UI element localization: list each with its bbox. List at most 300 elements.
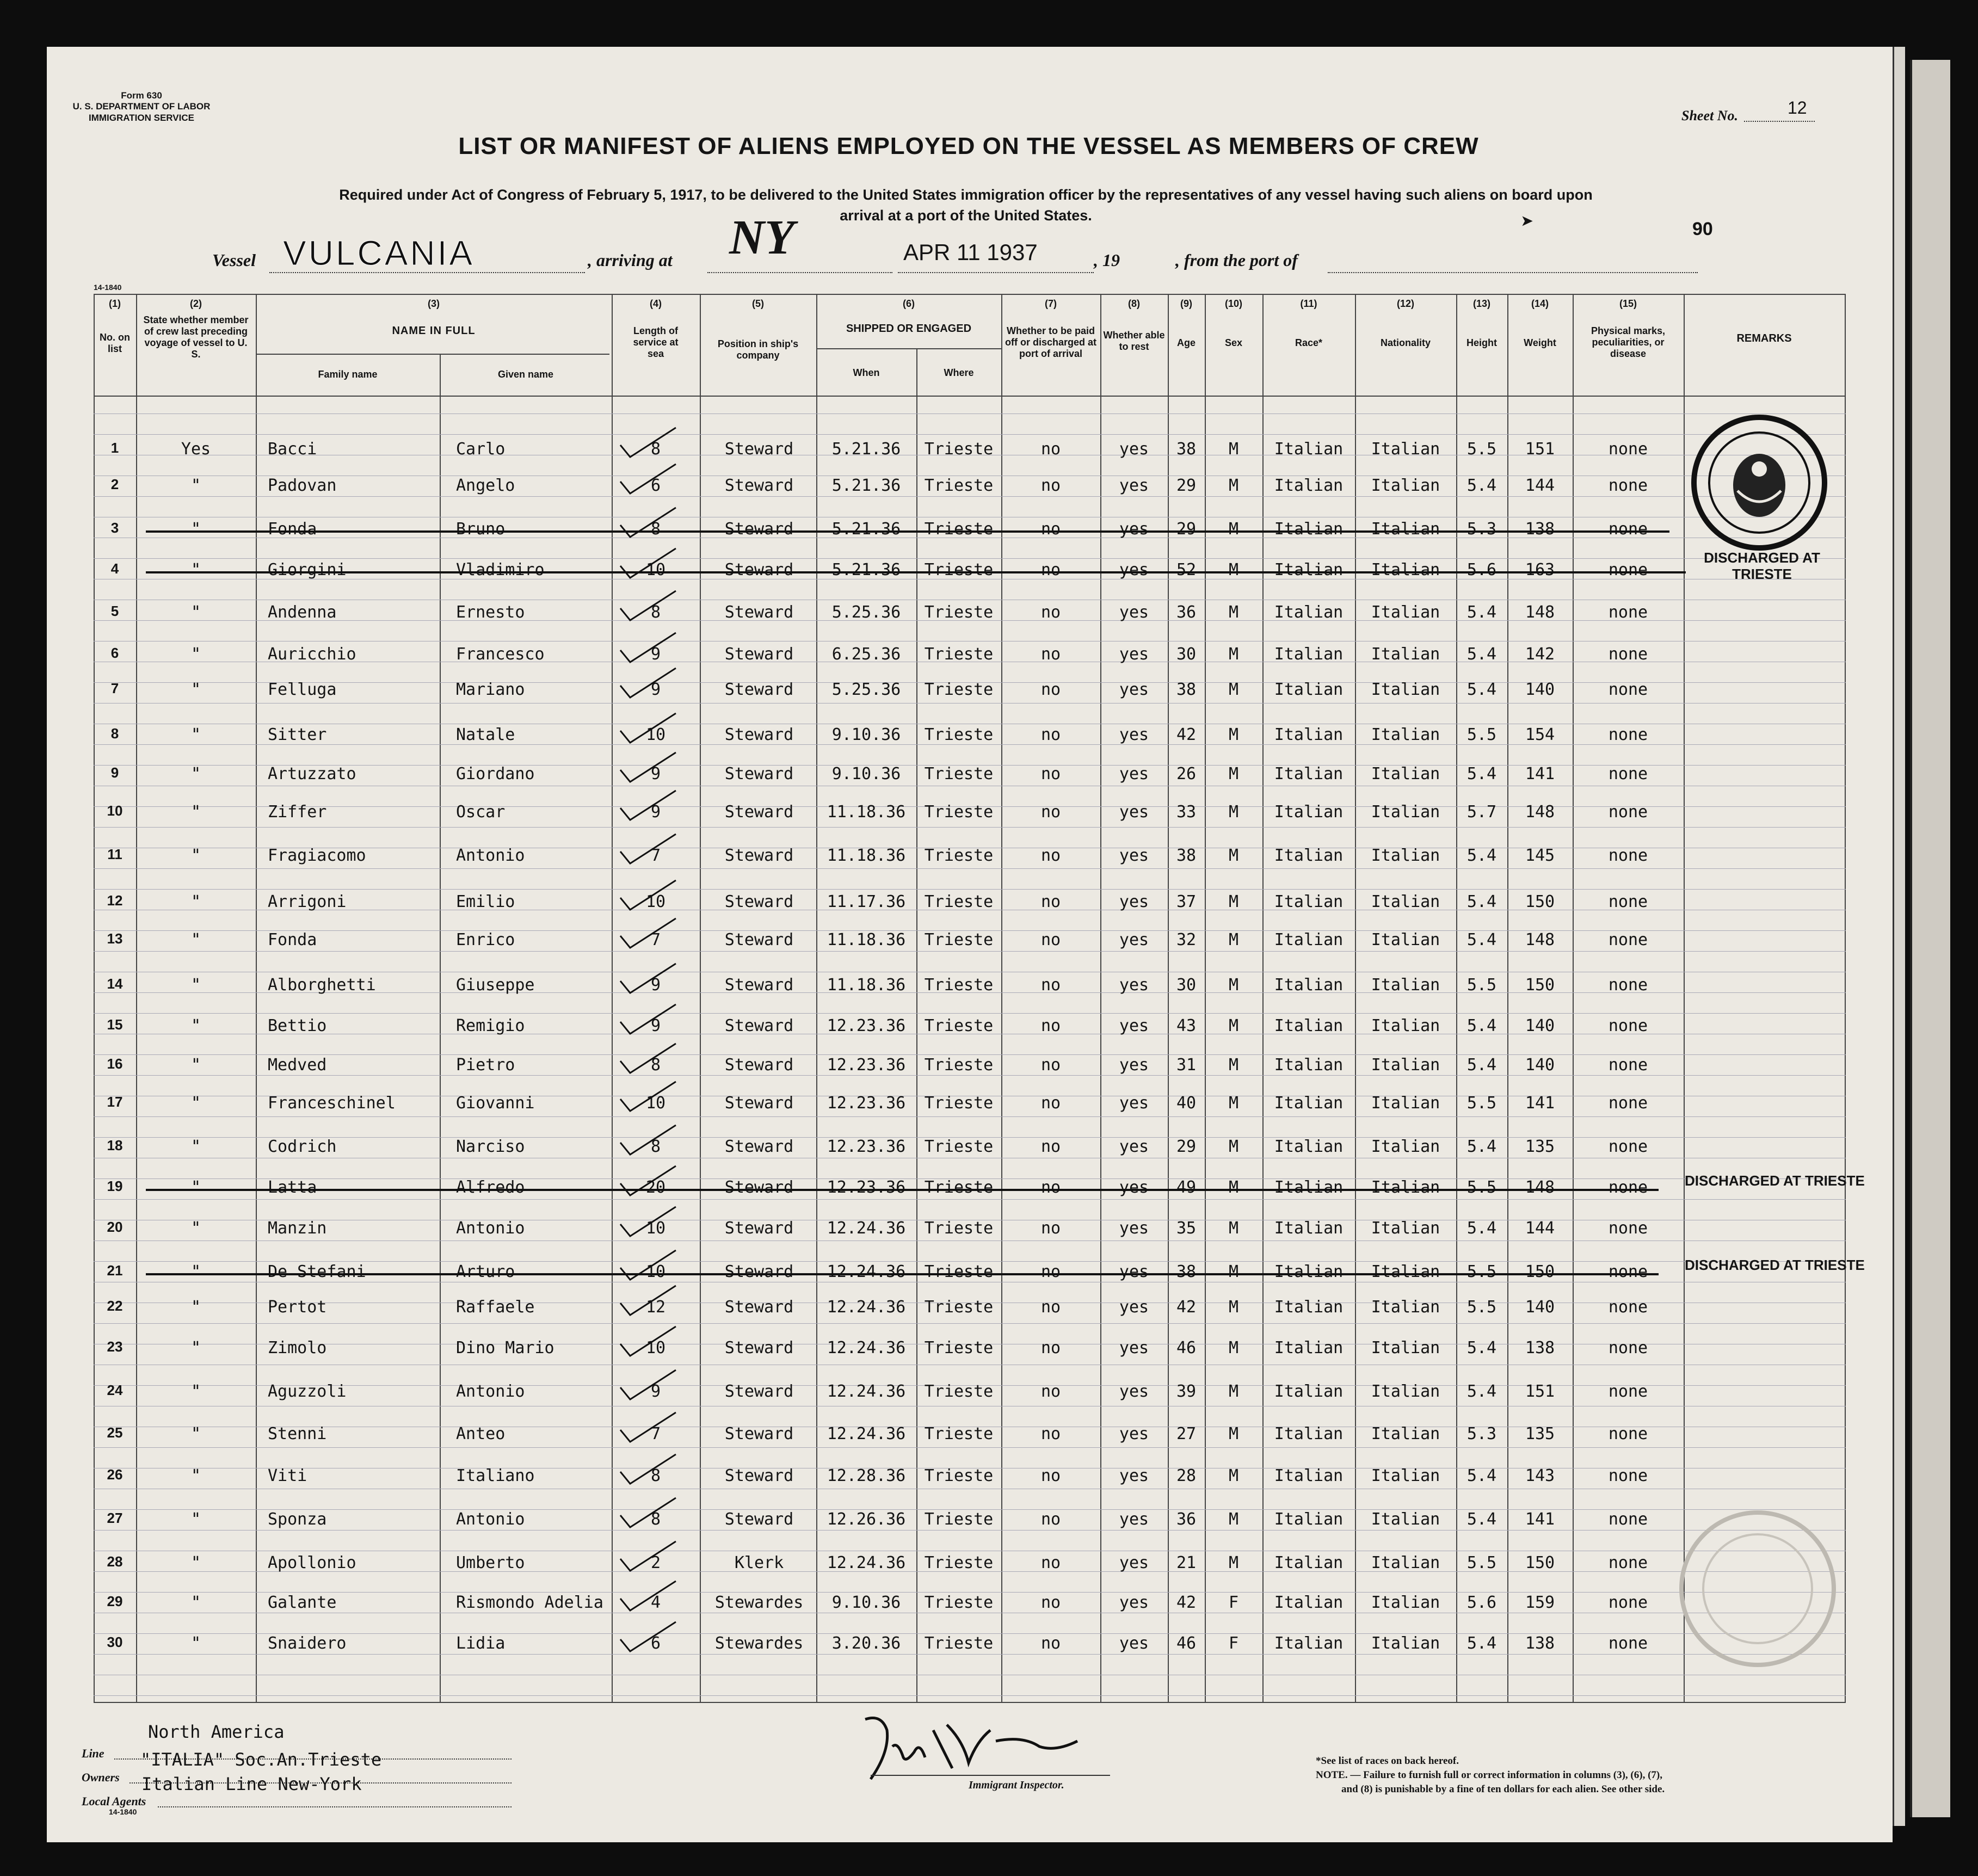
inspector-seal-stamp: [1686, 409, 1833, 556]
form-number: Form 630: [121, 90, 162, 101]
cell-race: Italian: [1274, 1016, 1344, 1035]
cell-sex: M: [1228, 1298, 1239, 1317]
cell-no: 2: [110, 476, 119, 492]
cell-family: Giorgini: [268, 560, 347, 579]
cell-race: Italian: [1274, 976, 1344, 995]
cell-state: ": [190, 645, 201, 664]
cell-position: Steward: [724, 603, 794, 622]
cell-age: 29: [1176, 1137, 1197, 1156]
cell-paid: no: [1040, 1553, 1061, 1572]
cell-state: ": [190, 976, 201, 995]
cell-marks: none: [1608, 1510, 1648, 1529]
cell-position: Steward: [724, 1178, 794, 1197]
cell-where: Trieste: [924, 1553, 994, 1572]
cell-given: Raffaele: [456, 1298, 535, 1317]
cell-sex: M: [1228, 476, 1239, 495]
cell-nationality: Italian: [1371, 680, 1440, 699]
cell-when: 9.10.36: [831, 764, 901, 783]
cell-race: Italian: [1274, 1338, 1344, 1357]
cell-no: 21: [107, 1262, 123, 1279]
col-number: (13): [1472, 298, 1490, 309]
cell-position: Steward: [724, 1298, 794, 1317]
cell-paid: no: [1040, 1466, 1061, 1485]
table-top-border: [94, 294, 1846, 295]
check-mark: [615, 1577, 680, 1615]
cell-state: ": [190, 1338, 201, 1357]
col-number: (15): [1619, 298, 1637, 309]
cell-where: Trieste: [924, 1510, 994, 1529]
col-number: (12): [1396, 298, 1414, 309]
cell-state: ": [190, 1178, 201, 1197]
check-mark: [615, 1322, 680, 1360]
cell-family: Stenni: [268, 1424, 327, 1443]
cell-position: Steward: [724, 1262, 794, 1281]
next-page-edge: [1910, 60, 1950, 1817]
cell-age: 38: [1176, 440, 1197, 459]
cell-when: 5.21.36: [831, 520, 901, 539]
header-where: Where: [944, 367, 974, 378]
check-mark: [615, 544, 680, 582]
cell-where: Trieste: [924, 1137, 994, 1156]
col-number: (8): [1128, 298, 1140, 309]
agents-underline: [158, 1806, 512, 1807]
cell-given: Giovanni: [456, 1094, 535, 1113]
cell-position: Klerk: [734, 1553, 784, 1572]
cell-when: 12.23.36: [827, 1094, 906, 1113]
cell-given: Alfredo: [456, 1178, 525, 1197]
cell-state: ": [190, 1424, 201, 1443]
cell-nationality: Italian: [1371, 1382, 1440, 1401]
cell-no: 14: [107, 976, 123, 992]
check-mark: [615, 1202, 680, 1241]
header-remarks: REMARKS: [1736, 332, 1792, 344]
cell-sex: M: [1228, 803, 1239, 822]
page-edge: [1893, 47, 1905, 1826]
cell-position: Steward: [724, 1094, 794, 1113]
cell-marks: none: [1608, 1056, 1648, 1075]
header-height: Height: [1466, 337, 1497, 348]
cell-no: 30: [107, 1634, 123, 1650]
cell-when: 5.25.36: [831, 680, 901, 699]
cell-when: 12.24.36: [827, 1382, 906, 1401]
ruled-line: [94, 1199, 1846, 1200]
cell-height: 5.5: [1466, 1178, 1497, 1197]
cell-sex: M: [1228, 520, 1239, 539]
cell-weight: 138: [1525, 520, 1555, 539]
cell-position: Steward: [724, 560, 794, 579]
arrow-mark: ➤: [1521, 209, 1535, 234]
col-number: (10): [1224, 298, 1242, 309]
cell-position: Steward: [724, 725, 794, 744]
cell-marks: none: [1608, 1219, 1648, 1238]
header-paid-off: Whether to be paid off or discharged at port of arrival: [1005, 325, 1097, 359]
cell-weight: 140: [1525, 680, 1555, 699]
cell-weight: 140: [1525, 1298, 1555, 1317]
cell-state: ": [190, 1593, 201, 1612]
from-port-label: , from the port of: [1175, 250, 1298, 270]
cell-position: Steward: [724, 846, 794, 865]
cell-length: 12: [645, 1298, 666, 1317]
cell-height: 5.4: [1466, 645, 1497, 664]
cell-able: yes: [1119, 476, 1149, 495]
cell-weight: 135: [1525, 1137, 1555, 1156]
cell-nationality: Italian: [1371, 520, 1440, 539]
cell-weight: 142: [1525, 645, 1555, 664]
header-nationality: Nationality: [1380, 337, 1431, 348]
cell-family: Apollonio: [268, 1553, 356, 1572]
line-label: Line: [82, 1747, 104, 1760]
cell-when: 12.23.36: [827, 1137, 906, 1156]
margin-number: 90: [1692, 219, 1713, 239]
cell-given: Vladimiro: [456, 560, 545, 579]
cell-where: Trieste: [924, 1382, 994, 1401]
cell-race: Italian: [1274, 846, 1344, 865]
cell-given: Francesco: [456, 645, 545, 664]
header-no-on-list: No. on list: [100, 332, 130, 354]
cell-length: 20: [645, 1178, 666, 1197]
cell-age: 46: [1176, 1634, 1197, 1653]
check-mark: [615, 423, 680, 461]
cell-sex: M: [1228, 1382, 1239, 1401]
cell-when: 5.21.36: [831, 476, 901, 495]
cell-age: 35: [1176, 1219, 1197, 1238]
ruled-line: [94, 868, 1846, 869]
cell-given: Lidia: [456, 1634, 506, 1653]
cell-where: Trieste: [924, 803, 994, 822]
cell-given: Giordano: [456, 764, 535, 783]
cell-no: 12: [107, 892, 123, 909]
cell-weight: 141: [1525, 764, 1555, 783]
col-line: [1205, 294, 1206, 1703]
cell-given: Arturo: [456, 1262, 515, 1281]
cell-sex: M: [1228, 1424, 1239, 1443]
cell-position: Steward: [724, 1424, 794, 1443]
owners-value: "ITALIA" Soc.An.Trieste: [140, 1749, 382, 1770]
cell-marks: none: [1608, 976, 1648, 995]
cell-sex: M: [1228, 645, 1239, 664]
cell-age: 38: [1176, 846, 1197, 865]
signature-line: [871, 1775, 1110, 1776]
check-mark: [615, 1408, 680, 1446]
cell-given: Carlo: [456, 440, 506, 459]
header-able-rest: Whether able to rest: [1103, 330, 1165, 352]
header-weight: Weight: [1524, 337, 1556, 348]
cell-given: Emilio: [456, 892, 515, 911]
cell-state: ": [190, 520, 201, 539]
cell-family: Pertot: [268, 1298, 327, 1317]
cell-sex: M: [1228, 1338, 1239, 1357]
ruled-line: [94, 951, 1846, 952]
check-mark: [615, 786, 680, 824]
cell-when: 3.20.36: [831, 1634, 901, 1653]
cell-marks: none: [1608, 1466, 1648, 1485]
check-mark: [615, 1537, 680, 1575]
cell-position: Steward: [724, 680, 794, 699]
cell-given: Angelo: [456, 476, 515, 495]
cell-age: 42: [1176, 725, 1197, 744]
ruled-line: [94, 1695, 1846, 1696]
cell-where: Trieste: [924, 1056, 994, 1075]
cell-race: Italian: [1274, 1382, 1344, 1401]
header-race: Race*: [1295, 337, 1323, 348]
form-code: 14-1840: [94, 283, 122, 292]
cell-able: yes: [1119, 764, 1149, 783]
cell-position: Steward: [724, 645, 794, 664]
cell-able: yes: [1119, 1510, 1149, 1529]
cell-able: yes: [1119, 846, 1149, 865]
cell-able: yes: [1119, 1178, 1149, 1197]
cell-when: 12.26.36: [827, 1510, 906, 1529]
department-name: U. S. DEPARTMENT OF LABOR: [72, 101, 211, 112]
cell-where: Trieste: [924, 1593, 994, 1612]
header-family-name: Family name: [318, 369, 378, 380]
cell-height: 5.4: [1466, 846, 1497, 865]
cell-when: 12.23.36: [827, 1178, 906, 1197]
check-mark: [615, 1000, 680, 1038]
cell-able: yes: [1119, 892, 1149, 911]
ruled-line: [94, 558, 1846, 559]
cell-length: 8: [650, 1466, 661, 1485]
cell-height: 5.4: [1466, 930, 1497, 949]
cell-when: 12.28.36: [827, 1466, 906, 1485]
cell-weight: 148: [1525, 803, 1555, 822]
cell-weight: 150: [1525, 1553, 1555, 1572]
cell-height: 5.4: [1466, 892, 1497, 911]
header-given-name: Given name: [497, 369, 554, 380]
cell-no: 20: [107, 1219, 123, 1235]
cell-length: 10: [645, 1338, 666, 1357]
cell-weight: 151: [1525, 1382, 1555, 1401]
header-bottom-border: [94, 396, 1846, 397]
cell-position: Steward: [724, 764, 794, 783]
cell-height: 5.5: [1466, 1094, 1497, 1113]
cell-length: 7: [650, 1424, 661, 1443]
ruled-line: [94, 889, 1846, 890]
cell-height: 5.5: [1466, 1553, 1497, 1572]
cell-state: ": [190, 1262, 201, 1281]
cell-age: 38: [1176, 680, 1197, 699]
cell-weight: 150: [1525, 976, 1555, 995]
cell-race: Italian: [1274, 645, 1344, 664]
cell-weight: 141: [1525, 1094, 1555, 1113]
cell-family: De Stefani: [268, 1262, 366, 1281]
cell-weight: 148: [1525, 603, 1555, 622]
cell-family: Aguzzoli: [268, 1382, 347, 1401]
cell-where: Trieste: [924, 725, 994, 744]
cell-length: 9: [650, 764, 661, 783]
cell-no: 9: [110, 764, 119, 781]
cell-where: Trieste: [924, 764, 994, 783]
cell-able: yes: [1119, 976, 1149, 995]
cell-marks: none: [1608, 440, 1648, 459]
cell-no: 16: [107, 1056, 123, 1072]
cell-no: 11: [107, 846, 122, 862]
cell-height: 5.5: [1466, 440, 1497, 459]
col-line: [816, 294, 817, 1703]
cell-marks: none: [1608, 892, 1648, 911]
cell-able: yes: [1119, 1219, 1149, 1238]
cell-no: 4: [110, 560, 119, 577]
cell-sex: M: [1228, 1219, 1239, 1238]
cell-sex: M: [1228, 1094, 1239, 1113]
check-mark: [615, 1494, 680, 1532]
cell-able: yes: [1119, 520, 1149, 539]
col-line: [256, 294, 257, 1703]
cell-paid: no: [1040, 476, 1061, 495]
cell-where: Trieste: [924, 1219, 994, 1238]
cell-family: Medved: [268, 1056, 327, 1075]
cell-paid: no: [1040, 1634, 1061, 1653]
cell-age: 42: [1176, 1298, 1197, 1317]
cell-age: 33: [1176, 803, 1197, 822]
cell-nationality: Italian: [1371, 803, 1440, 822]
cell-nationality: Italian: [1371, 1056, 1440, 1075]
cell-where: Trieste: [924, 846, 994, 865]
cell-no: 18: [107, 1137, 123, 1153]
col-line: [700, 294, 701, 1703]
cell-height: 5.4: [1466, 1634, 1497, 1653]
cell-family: Franceschinel: [268, 1094, 396, 1113]
cell-family: Galante: [268, 1593, 337, 1612]
cell-height: 5.3: [1466, 1424, 1497, 1443]
strike-through-line: [146, 571, 1686, 573]
cell-position: Steward: [724, 803, 794, 822]
cell-age: 39: [1176, 1382, 1197, 1401]
cell-sex: M: [1228, 1510, 1239, 1529]
sheet-number: 12: [1788, 98, 1807, 118]
cell-given: Pietro: [456, 1056, 515, 1075]
cell-height: 5.4: [1466, 603, 1497, 622]
cell-able: yes: [1119, 440, 1149, 459]
cell-given: Antonio: [456, 1510, 525, 1529]
cell-length: 8: [650, 603, 661, 622]
cell-where: Trieste: [924, 603, 994, 622]
cell-state: ": [190, 1056, 201, 1075]
cell-family: Bacci: [268, 440, 317, 459]
cell-paid: no: [1040, 1298, 1061, 1317]
cell-able: yes: [1119, 1634, 1149, 1653]
year-label: , 19: [1094, 250, 1120, 270]
cell-able: yes: [1119, 1466, 1149, 1485]
cell-sex: M: [1228, 725, 1239, 744]
cell-sex: M: [1228, 1466, 1239, 1485]
vessel-label: Vessel: [212, 250, 256, 270]
cell-where: Trieste: [924, 1424, 994, 1443]
cell-race: Italian: [1274, 930, 1344, 949]
cell-sex: M: [1228, 560, 1239, 579]
races-note: *See list of races on back hereof.: [1316, 1755, 1459, 1767]
cell-nationality: Italian: [1371, 440, 1440, 459]
cell-age: 31: [1176, 1056, 1197, 1075]
cell-state: ": [190, 1016, 201, 1035]
cell-when: 12.24.36: [827, 1219, 906, 1238]
cell-state: ": [190, 560, 201, 579]
cell-race: Italian: [1274, 1219, 1344, 1238]
cell-paid: no: [1040, 930, 1061, 949]
cell-when: 11.18.36: [827, 803, 906, 822]
cell-paid: no: [1040, 1219, 1061, 1238]
cell-family: Alborghetti: [268, 976, 376, 995]
cell-no: 24: [107, 1382, 123, 1398]
cell-weight: 151: [1525, 440, 1555, 459]
ruled-line: [94, 496, 1846, 497]
ruled-line: [94, 1654, 1846, 1655]
col-number: (5): [752, 298, 764, 309]
cell-no: 22: [107, 1298, 123, 1314]
cell-length: 9: [650, 1382, 661, 1401]
cell-when: 12.24.36: [827, 1262, 906, 1281]
cell-marks: none: [1608, 1178, 1648, 1197]
cell-state: ": [190, 1137, 201, 1156]
name-subheader-line: [256, 354, 609, 355]
cell-length: 4: [650, 1593, 661, 1612]
agents-value: Italian Line New-York: [141, 1774, 362, 1794]
cell-no: 3: [110, 520, 119, 536]
cell-race: Italian: [1274, 1553, 1344, 1572]
sheet-underline: [1744, 121, 1815, 122]
cell-length: 10: [645, 560, 666, 579]
cell-nationality: Italian: [1371, 560, 1440, 579]
cell-age: 29: [1176, 520, 1197, 539]
cell-age: 52: [1176, 560, 1197, 579]
cell-able: yes: [1119, 930, 1149, 949]
cell-where: Trieste: [924, 645, 994, 664]
cell-nationality: Italian: [1371, 645, 1440, 664]
cell-family: Viti: [268, 1466, 307, 1485]
col-number: (11): [1300, 298, 1317, 309]
cell-race: Italian: [1274, 1298, 1344, 1317]
cell-nationality: Italian: [1371, 1016, 1440, 1035]
cell-when: 5.21.36: [831, 560, 901, 579]
cell-where: Trieste: [924, 680, 994, 699]
col-line: [1684, 294, 1685, 1703]
cell-height: 5.4: [1466, 764, 1497, 783]
cell-nationality: Italian: [1371, 846, 1440, 865]
faded-seal-stamp: [1671, 1502, 1845, 1676]
cell-height: 5.4: [1466, 476, 1497, 495]
cell-family: Snaidero: [268, 1634, 347, 1653]
cell-nationality: Italian: [1371, 603, 1440, 622]
cell-race: Italian: [1274, 440, 1344, 459]
cell-age: 36: [1176, 603, 1197, 622]
cell-able: yes: [1119, 1593, 1149, 1612]
cell-remarks: DISCHARGED AT TRIESTE: [1704, 550, 1820, 582]
subtitle-line2: arrival at a port of the United States.: [840, 207, 1092, 224]
cell-remarks: DISCHARGED AT TRIESTE: [1685, 1172, 1865, 1189]
cell-race: Italian: [1274, 560, 1344, 579]
cell-paid: no: [1040, 1424, 1061, 1443]
cell-no: 28: [107, 1553, 123, 1570]
cell-able: yes: [1119, 645, 1149, 664]
cell-nationality: Italian: [1371, 930, 1440, 949]
cell-paid: no: [1040, 603, 1061, 622]
cell-height: 5.4: [1466, 1466, 1497, 1485]
cell-race: Italian: [1274, 1262, 1344, 1281]
cell-weight: 145: [1525, 846, 1555, 865]
cell-race: Italian: [1274, 680, 1344, 699]
cell-sex: M: [1228, 976, 1239, 995]
cell-when: 5.21.36: [831, 440, 901, 459]
cell-sex: M: [1228, 892, 1239, 911]
header-when: When: [853, 367, 880, 378]
cell-able: yes: [1119, 560, 1149, 579]
col-line: [94, 294, 95, 1703]
cell-weight: 144: [1525, 476, 1555, 495]
shipped-subheader-line: [816, 348, 1001, 349]
cell-marks: none: [1608, 1298, 1648, 1317]
cell-paid: no: [1040, 1178, 1061, 1197]
cell-where: Trieste: [924, 1094, 994, 1113]
